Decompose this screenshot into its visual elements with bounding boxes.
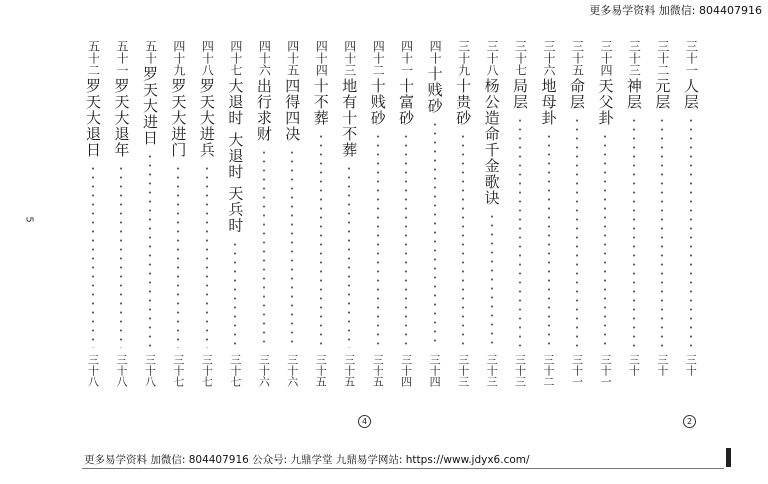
toc-entry [167, 40, 189, 390]
toc-leader-dots [462, 132, 464, 348]
toc-entry-number: 四十九 [171, 40, 186, 76]
toc-entry-page: 三十五 [371, 354, 385, 387]
toc-entry-title: 命层 [567, 78, 586, 110]
toc-entry-page: 三十三 [485, 354, 499, 387]
toc-entry [110, 40, 132, 390]
toc-entry-number: 五十 [143, 40, 158, 64]
toc-leader-dots [348, 164, 350, 348]
toc-entry-number: 四十六 [257, 40, 272, 76]
toc-entry [623, 40, 645, 390]
toc-entry [594, 40, 616, 390]
toc-leader-dots [263, 148, 265, 348]
toc-entry-title: 罗天大退日 [84, 78, 102, 158]
toc-entry-page: 三十六 [257, 354, 271, 387]
toc-entry-number: 三十八 [485, 40, 500, 76]
toc-entry [424, 40, 446, 390]
toc-entry-number: 三十二 [655, 40, 670, 76]
header-note: 更多易学资料 加微信: 804407916 [589, 4, 762, 17]
toc-entry-page: 三十一 [570, 354, 584, 387]
toc-leader-dots [661, 116, 663, 348]
toc-entry-number: 五十二 [86, 40, 101, 76]
footer-text: 更多易学资料 加微信: 804407916 公众号: 九鼎学堂 九鼎易学网站: https://www.jdyx6.com/ [84, 454, 530, 466]
toc-leader-dots [548, 132, 550, 348]
toc-entry [338, 40, 360, 390]
toc-leader-dots [405, 132, 407, 348]
toc-entry-title: 十贱砂 [368, 78, 387, 126]
toc-entry [481, 40, 503, 390]
toc-leader-dots [177, 164, 179, 348]
toc-entry-title: 罗天大进日 [140, 66, 159, 146]
toc-leader-dots [234, 240, 236, 348]
toc-leader-dots [434, 120, 436, 348]
toc-entry [196, 40, 218, 390]
toc-entry [367, 40, 389, 390]
toc-entry-title: 罗天大退年 [112, 78, 131, 158]
toc-entry-title: 罗天大进兵 [197, 78, 216, 158]
toc-leader-dots [92, 164, 94, 348]
toc-entry-title: 大退时 大退时 天兵时 [226, 78, 245, 234]
toc-leader-dots [149, 152, 151, 348]
toc-leader-dots [291, 148, 293, 348]
toc-entry-page: 三十七 [228, 354, 242, 387]
toc-entry-number: 四十四 [314, 40, 329, 76]
toc-entry-page: 三十二 [542, 354, 555, 387]
toc-leader-dots [604, 132, 606, 348]
toc-leader-dots [633, 116, 635, 348]
toc-entry [651, 40, 673, 390]
side-page-number: 5 [23, 216, 35, 223]
toc-entry-number: 四十一 [399, 40, 414, 76]
toc-entry [253, 40, 275, 390]
toc-entry-page: 三十五 [342, 354, 356, 387]
toc-entry-number: 三十五 [570, 40, 585, 76]
toc-entry-number: 四十五 [285, 40, 300, 76]
edge-bar [726, 448, 731, 467]
toc-entry-number: 四十三 [342, 40, 357, 76]
toc-entry-title: 杨公造命千金歌诀 [482, 78, 501, 206]
toc-entry-title: 地母卦 [539, 78, 558, 126]
toc-entry-page: 三十四 [399, 354, 413, 387]
toc-entry [538, 40, 560, 390]
circled-mark-b: 4 [358, 415, 371, 428]
toc-entry-number: 三十六 [542, 40, 556, 76]
table-of-contents [82, 40, 702, 395]
toc-entry-number: 三十七 [513, 40, 528, 76]
toc-entry-number: 五十一 [114, 40, 129, 76]
toc-leader-dots [206, 164, 208, 348]
toc-entry [566, 40, 588, 390]
toc-entry-page: 三十四 [428, 354, 442, 387]
toc-entry-number: 四十 [428, 40, 443, 64]
toc-leader-dots [491, 212, 493, 348]
toc-entry-number: 四十二 [371, 40, 386, 76]
toc-entry-page: 三十八 [86, 354, 100, 387]
toc-entry-number: 三十九 [456, 40, 471, 76]
toc-entry-number: 三十四 [598, 40, 613, 76]
toc-entry [452, 40, 474, 390]
toc-entry-number: 四十七 [228, 40, 243, 76]
toc-entry-number: 三十一 [684, 40, 699, 76]
toc-entry-page: 三十一 [598, 354, 612, 387]
toc-leader-dots [320, 132, 322, 348]
toc-leader-dots [377, 132, 379, 348]
toc-entry-page: 三十三 [513, 354, 527, 387]
toc-entry-page: 三十五 [314, 354, 328, 387]
toc-entry-title: 局层 [511, 78, 530, 110]
toc-leader-dots [120, 164, 122, 348]
toc-entry-title: 元层 [653, 78, 672, 110]
toc-entry-page: 三十六 [285, 354, 299, 387]
toc-entry-page: 三十三 [456, 354, 470, 387]
toc-entry [509, 40, 531, 390]
toc-leader-dots [576, 116, 578, 348]
toc-entry-page: 三十七 [171, 354, 185, 387]
toc-entry-title: 十不葬 [311, 78, 330, 126]
toc-entry [82, 40, 104, 390]
toc-entry-title: 四得四决 [283, 78, 302, 142]
footer-rule [82, 468, 724, 469]
toc-entry-title: 十富砂 [397, 78, 416, 126]
toc-entry-page: 三十 [627, 354, 641, 376]
toc-entry-title: 人层 [681, 78, 700, 110]
toc-entry-title: 地有十不葬 [340, 78, 359, 158]
toc-entry [395, 40, 417, 390]
toc-entry-page: 三十八 [114, 354, 128, 387]
toc-entry-title: 十贵砂 [454, 78, 473, 126]
toc-entry-page: 三十 [684, 354, 698, 376]
toc-entry-number: 四十八 [200, 40, 215, 76]
toc-entry-page: 三十 [655, 354, 669, 376]
toc-entry-page: 三十八 [143, 354, 157, 387]
toc-leader-dots [690, 116, 692, 348]
toc-entry-title: 出行求财 [254, 78, 273, 142]
toc-entry-title: 神层 [624, 78, 643, 110]
toc-entry [680, 40, 702, 390]
toc-entry [224, 40, 246, 390]
circled-mark-a: 2 [683, 415, 696, 428]
toc-entry-title: 天父卦 [596, 78, 615, 126]
toc-entry [310, 40, 332, 390]
toc-entry-number: 三十三 [627, 40, 642, 76]
toc-entry [281, 40, 303, 390]
toc-entry-title: 罗天大进门 [169, 78, 188, 158]
toc-leader-dots [519, 116, 521, 348]
toc-entry-title: 十贱砂 [425, 66, 444, 114]
toc-entry-page: 三十七 [200, 354, 214, 387]
toc-entry [139, 40, 161, 390]
